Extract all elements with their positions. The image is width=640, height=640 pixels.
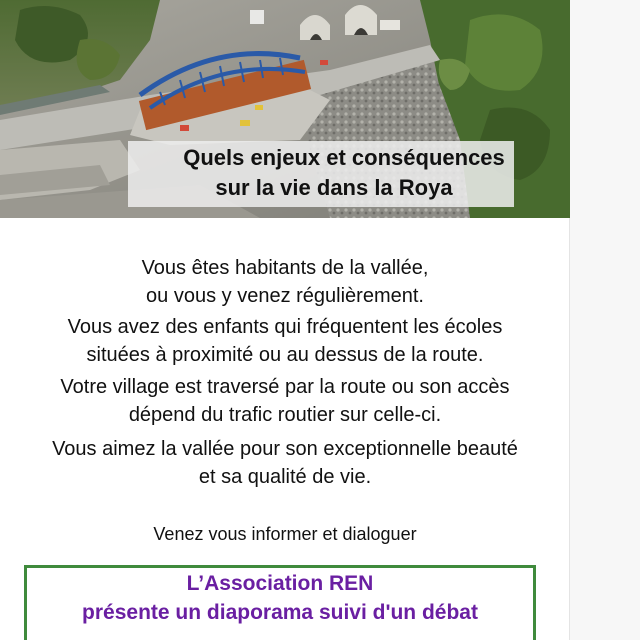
paragraph-line: Vous aimez la vallée pour son exceptionnelle beauté (52, 438, 518, 460)
association-name: L’Association REN (186, 572, 374, 595)
invitation-text: Venez vous informer et dialoguer (153, 524, 417, 544)
paragraph-line: dépend du trafic routier sur celle-ci. (128, 404, 442, 426)
header-photo (0, 0, 570, 218)
association-box (24, 565, 536, 640)
association-presentation: présente un diaporama suivi d'un débat (82, 601, 478, 624)
paragraph-line: Votre village est traversé par la route ou son accès (60, 376, 510, 398)
caption-line-1: Quels enjeux et conséquences (183, 145, 505, 170)
paragraph-residents (0, 254, 570, 310)
paragraph-beauty (0, 435, 570, 491)
paragraph-line: situées à proximité ou au dessus de la route. (86, 344, 484, 366)
paragraph-schools (0, 313, 570, 369)
paragraph-village (0, 373, 570, 429)
caption-line-2: sur la vie dans la Roya (215, 175, 453, 200)
paragraph-line: Vous êtes habitants de la vallée, (141, 257, 429, 279)
paragraph-line: ou vous y venez régulièrement. (146, 285, 424, 307)
photo-caption-box (128, 141, 514, 207)
paragraph-line: Vous avez des enfants qui fréquentent les écoles (67, 316, 503, 338)
page-margin-strip (569, 0, 640, 640)
paragraph-line: et sa qualité de vie. (198, 466, 372, 488)
